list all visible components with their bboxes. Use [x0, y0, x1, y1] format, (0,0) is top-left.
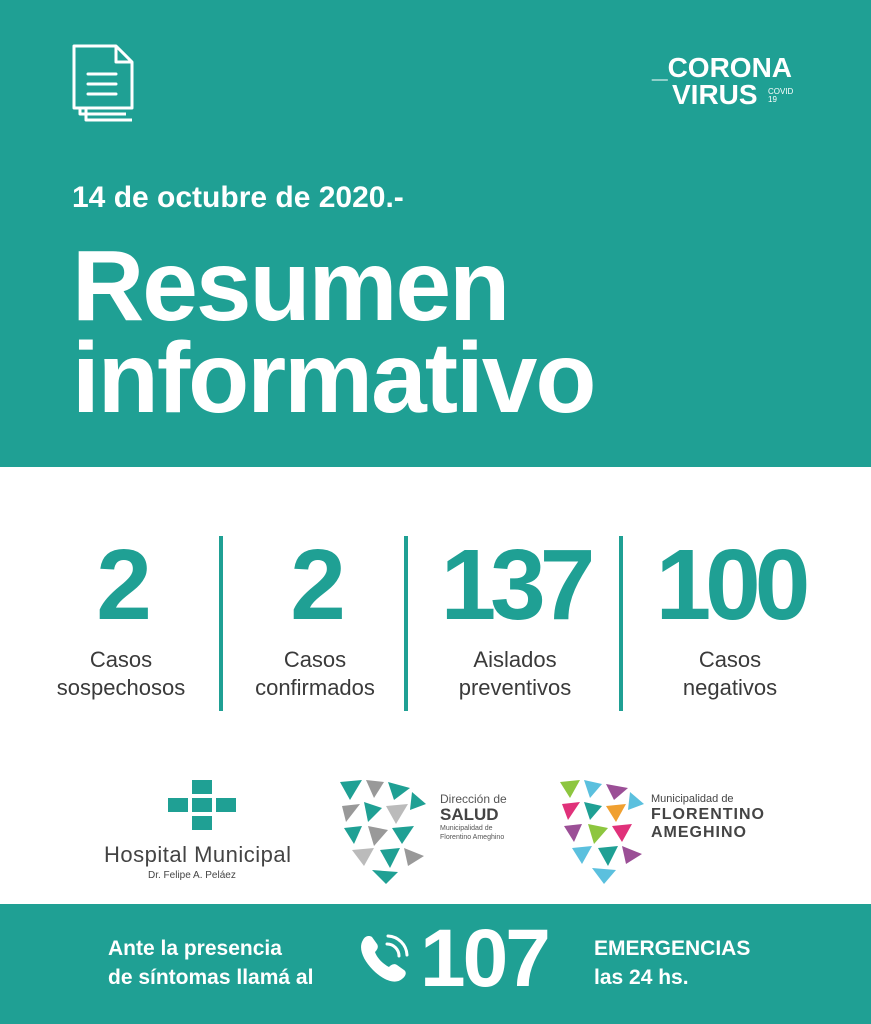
hospital-cross-icon	[168, 780, 238, 830]
divider	[219, 536, 223, 711]
stat-label: Casos negativos	[682, 647, 778, 700]
stat-isolated	[410, 530, 620, 715]
stat-label: Casos confirmados	[255, 647, 375, 700]
stat-value: 2	[290, 529, 340, 641]
title-line1: Resumen	[72, 230, 509, 342]
footer-right-text: EMERGENCIAS las 24 hs.	[594, 937, 751, 989]
footer-left-text: Ante la presencia de síntomas llamá al	[108, 937, 314, 989]
badge-covid: COVID 19	[768, 87, 794, 104]
badge-line1: _CORONA	[652, 52, 793, 83]
coronavirus-badge	[652, 54, 812, 110]
document-icon	[72, 44, 146, 124]
page-title	[72, 230, 595, 434]
emergency-number: 107	[420, 913, 548, 1004]
stat-value: 2	[96, 529, 146, 641]
phone-icon	[355, 930, 413, 988]
report-date: 14 de octubre de 2020.-	[72, 181, 404, 214]
stat-label: Aislados preventivos	[458, 647, 572, 700]
salud-mosaic-logo	[338, 778, 430, 886]
stat-value: 100	[655, 529, 805, 641]
stat-suspected	[22, 530, 220, 715]
logos-row	[0, 770, 871, 895]
title-line2: informativo	[72, 322, 595, 434]
divider	[404, 536, 408, 711]
municipality-text: Municipalidad de FLORENTINO AMEGHINO	[651, 793, 765, 841]
stat-negative	[625, 530, 835, 715]
direccion-salud-text: Dirección de SALUD Municipalidad de Florentino Ameghino	[440, 792, 507, 841]
municipality-mosaic-logo	[558, 778, 648, 886]
stat-value: 137	[440, 529, 590, 641]
badge-line2: VIRUS	[672, 79, 758, 110]
hospital-subtitle: Dr. Felipe A. Peláez	[148, 870, 236, 881]
divider	[619, 536, 623, 711]
hospital-name: Hospital Municipal	[104, 842, 292, 867]
stat-label: Casos sospechosos	[56, 647, 186, 700]
stat-confirmed	[225, 530, 405, 715]
stats-row	[22, 530, 834, 715]
